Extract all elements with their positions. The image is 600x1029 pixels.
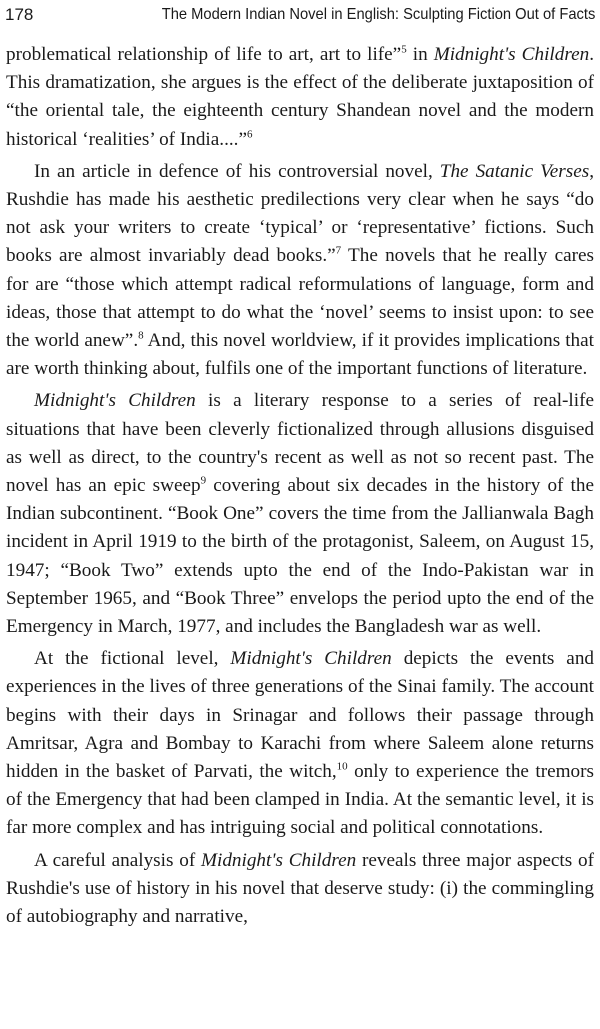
text-run: The novels that he really cares for are “those which attempt radical reformulations of language, form and ideas, those that attempt to do what the ‘novel’ seems to insist upon: to see the world anew”. <box>6 245 595 352</box>
footnote-marker-5: 5 <box>401 43 407 56</box>
text-run: depicts the events and experiences in the lives of three generations of the Sinai family. The account begins with their days in Srinagar and follows their passage through Amritsar, Agra and Bombay to Karachi from where Saleem alone returns hidden in the basket of Parvati, the witch, <box>6 648 595 783</box>
paragraph-1 <box>6 41 594 154</box>
text-run: reveals three major aspects of Rushdie's use of history in his novel that deserve study: (i) the commingling of autobiography and narrative, <box>6 849 594 928</box>
text-run: in <box>406 44 434 65</box>
paragraph-5 <box>6 847 594 932</box>
page-header <box>5 4 595 28</box>
paragraph-2 <box>6 158 594 384</box>
text-run: At the fictional level, <box>34 648 231 670</box>
paragraph-3 <box>6 387 594 641</box>
page-number: 178 <box>5 5 34 24</box>
paragraph-4 <box>6 645 594 842</box>
italic-title: Midnight's Children <box>34 390 196 412</box>
italic-title: Midnight's Children <box>201 849 357 871</box>
italic-title: Midnight's Children <box>433 44 590 65</box>
text-run: only to experience the tremors of the Emergency that had been clamped in India. At the semantic level, it is far more complex and has intriguing social and political connotations. <box>6 761 594 839</box>
italic-title: The Satanic Verses <box>439 160 590 182</box>
text-run: A careful analysis of <box>34 849 201 871</box>
text-run: problematical relationship of life to art, art to life” <box>6 44 402 65</box>
text-run: , Rushdie has made his aesthetic predilections very clear when he says “do not ask your writers to create ‘typical’ or ‘representative’ fictions. Such books are almost invariably dead books.” <box>6 160 594 267</box>
footnote-marker-10: 10 <box>336 760 348 773</box>
text-run: is a literary response to a series of real-life situations that have been cleverly fictionalized through allusions disguised as well as direct, to the country's recent as well as not so recent past. The novel has an epic sweep <box>6 390 594 497</box>
text-run: And, this novel worldview, if it provides implications that are worth thinking about, fulfils one of the important functions of literature. <box>6 330 594 380</box>
text-run: In an article in defence of his controversial novel, <box>34 160 440 182</box>
footnote-marker-6: 6 <box>247 128 253 141</box>
footnote-marker-8: 8 <box>138 329 144 342</box>
body-text <box>6 41 594 931</box>
text-run: covering about six decades in the history of the Indian subcontinent. “Book One” covers the time from the Jallianwala Bagh incident in April 1919 to the birth of the protagonist, Saleem, on August 15, 1947; “Book Two” extends upto the end of the Indo-Pakistan war in September 1965, and “Book Three” envelops the period upto the end of the Emergency in March, 1977, and includes the Bangladesh war as well. <box>6 475 594 638</box>
running-title: The Modern Indian Novel in English: Sculpting Fiction Out of Facts <box>161 6 595 23</box>
footnote-marker-7: 7 <box>335 245 342 258</box>
footnote-marker-9: 9 <box>200 474 207 487</box>
text-run: . This dramatization, she argues is the effect of the deliberate juxtaposition of “the oriental tale, the eighteenth century Shandean novel and the modern historical ‘realities’ of India....” <box>6 44 594 150</box>
italic-title: Midnight's Children <box>230 648 392 670</box>
